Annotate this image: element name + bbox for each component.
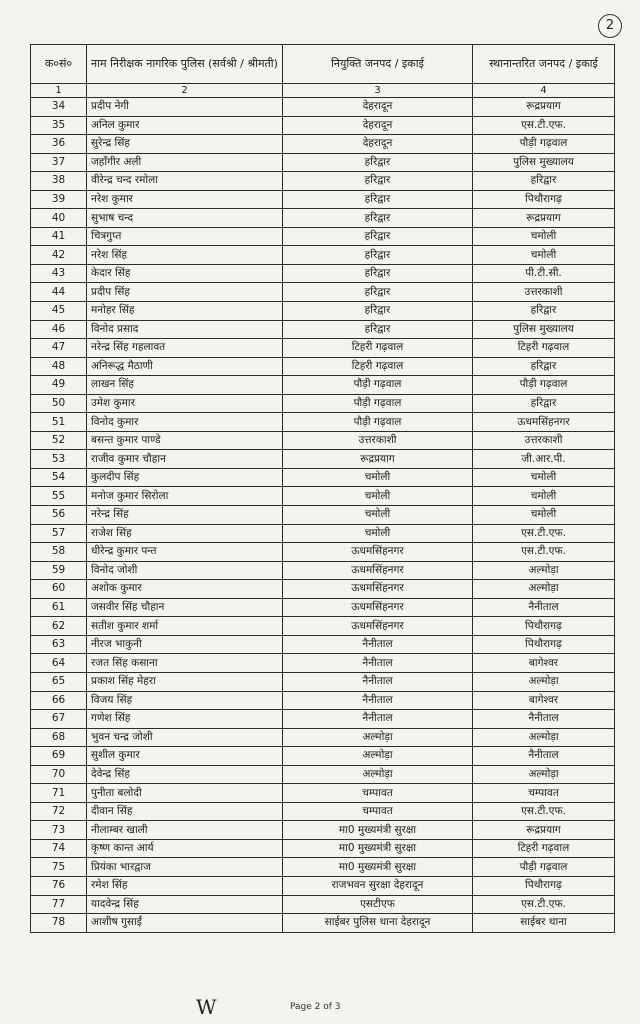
table-row xyxy=(31,561,615,580)
posting-cell: चमोली xyxy=(283,524,473,543)
transfer-cell: चमोली xyxy=(473,506,615,525)
posting-cell: हरिद्वार xyxy=(283,209,473,228)
serial-cell: 71 xyxy=(31,784,87,803)
posting-cell: नैनीताल xyxy=(283,691,473,710)
name-cell: दीवान सिंह xyxy=(87,802,283,821)
posting-cell: हरिद्वार xyxy=(283,246,473,265)
table-row xyxy=(31,339,615,358)
transfer-cell: चमोली xyxy=(473,227,615,246)
serial-cell: 48 xyxy=(31,357,87,376)
name-cell: मनोज कुमार सिरोला xyxy=(87,487,283,506)
table-row xyxy=(31,431,615,450)
name-cell: गणेश सिंह xyxy=(87,710,283,729)
transfer-cell: जी.आर.पी. xyxy=(473,450,615,469)
name-cell: केदार सिंह xyxy=(87,264,283,283)
table-row xyxy=(31,302,615,321)
table-row xyxy=(31,654,615,673)
posting-cell: मा0 मुख्यमंत्री सुरक्षा xyxy=(283,821,473,840)
posting-cell: टिहरी गढ़वाल xyxy=(283,357,473,376)
transfer-cell: ऊधमसिंहनगर xyxy=(473,413,615,432)
serial-cell: 43 xyxy=(31,264,87,283)
transfer-cell: चमोली xyxy=(473,246,615,265)
serial-cell: 77 xyxy=(31,895,87,914)
transfer-cell: पौड़ी गढ़वाल xyxy=(473,135,615,154)
table-row xyxy=(31,357,615,376)
transfer-cell: एस.टी.एफ. xyxy=(473,895,615,914)
posting-cell: चमोली xyxy=(283,468,473,487)
name-cell: जसवीर सिंह चौहान xyxy=(87,598,283,617)
posting-cell: नैनीताल xyxy=(283,654,473,673)
column-number: 2 xyxy=(87,84,283,98)
posting-cell: नैनीताल xyxy=(283,710,473,729)
name-cell: चित्रगुप्त xyxy=(87,227,283,246)
serial-cell: 59 xyxy=(31,561,87,580)
posting-cell: अल्मोड़ा xyxy=(283,747,473,766)
table-row xyxy=(31,246,615,265)
name-cell: जहाँगीर अली xyxy=(87,153,283,172)
name-cell: प्रकाश सिंह मेहरा xyxy=(87,672,283,691)
transfer-cell: पिथौरागढ़ xyxy=(473,617,615,636)
name-cell: बसन्त कुमार पाण्डे xyxy=(87,431,283,450)
transfer-cell: पौड़ी गढ़वाल xyxy=(473,858,615,877)
posting-cell: चमोली xyxy=(283,487,473,506)
name-cell: प्रदीप नेगी xyxy=(87,98,283,117)
serial-cell: 72 xyxy=(31,802,87,821)
name-cell: लाखन सिंह xyxy=(87,376,283,395)
transfer-cell: नैनीताल xyxy=(473,598,615,617)
transfer-cell: चमोली xyxy=(473,468,615,487)
table-row xyxy=(31,617,615,636)
serial-cell: 57 xyxy=(31,524,87,543)
transfer-cell: पौड़ी गढ़वाल xyxy=(473,376,615,395)
serial-cell: 53 xyxy=(31,450,87,469)
serial-cell: 66 xyxy=(31,691,87,710)
table-row xyxy=(31,413,615,432)
table-row xyxy=(31,506,615,525)
transfer-cell: अल्मोड़ा xyxy=(473,561,615,580)
table-row xyxy=(31,580,615,599)
table-row xyxy=(31,821,615,840)
posting-cell: उत्तरकाशी xyxy=(283,431,473,450)
transfer-cell: उत्तरकाशी xyxy=(473,283,615,302)
posting-cell: अल्मोड़ा xyxy=(283,765,473,784)
table-row xyxy=(31,468,615,487)
name-cell: सतीश कुमार शर्मा xyxy=(87,617,283,636)
serial-cell: 68 xyxy=(31,728,87,747)
header-row xyxy=(31,45,615,84)
table-row xyxy=(31,747,615,766)
serial-cell: 62 xyxy=(31,617,87,636)
serial-cell: 65 xyxy=(31,672,87,691)
name-cell: उमेश कुमार xyxy=(87,394,283,413)
posting-cell: नैनीताल xyxy=(283,672,473,691)
transfer-cell: एस.टी.एफ. xyxy=(473,802,615,821)
serial-cell: 46 xyxy=(31,320,87,339)
serial-cell: 58 xyxy=(31,543,87,562)
name-cell: राजेश सिंह xyxy=(87,524,283,543)
table-row xyxy=(31,543,615,562)
table-row xyxy=(31,784,615,803)
table-row xyxy=(31,172,615,191)
table-row xyxy=(31,598,615,617)
posting-cell: मा0 मुख्यमंत्री सुरक्षा xyxy=(283,858,473,877)
posting-cell: ऊधमसिंहनगर xyxy=(283,598,473,617)
transfer-cell: साईबर थाना xyxy=(473,914,615,933)
serial-cell: 50 xyxy=(31,394,87,413)
posting-cell: पौड़ी गढ़वाल xyxy=(283,376,473,395)
table-row xyxy=(31,320,615,339)
page-footer-label: Page 2 of 3 xyxy=(290,1002,341,1012)
name-cell: नीरज भाकुनी xyxy=(87,635,283,654)
transfer-cell: बागेश्वर xyxy=(473,691,615,710)
posting-cell: हरिद्वार xyxy=(283,320,473,339)
name-cell: भुवन चन्द्र जोशी xyxy=(87,728,283,747)
posting-cell: ऊधमसिंहनगर xyxy=(283,580,473,599)
posting-cell: ऊधमसिंहनगर xyxy=(283,617,473,636)
serial-cell: 47 xyxy=(31,339,87,358)
name-cell: विनोद जोशी xyxy=(87,561,283,580)
name-cell: राजीव कुमार चौहान xyxy=(87,450,283,469)
table-row xyxy=(31,672,615,691)
posting-cell: पौड़ी गढ़वाल xyxy=(283,413,473,432)
transfer-cell: पुलिस मुख्यालय xyxy=(473,320,615,339)
page-marker: 2 xyxy=(598,14,622,38)
posting-cell: हरिद्वार xyxy=(283,190,473,209)
serial-cell: 42 xyxy=(31,246,87,265)
serial-cell: 37 xyxy=(31,153,87,172)
posting-cell: ऊधमसिंहनगर xyxy=(283,561,473,580)
posting-cell: हरिद्वार xyxy=(283,283,473,302)
posting-cell: देहरादून xyxy=(283,135,473,154)
transfer-cell: पिथौरागढ़ xyxy=(473,190,615,209)
table-row xyxy=(31,376,615,395)
transfer-table xyxy=(30,44,615,933)
column-number: 4 xyxy=(473,84,615,98)
transfer-cell: अल्मोड़ा xyxy=(473,672,615,691)
name-cell: नरेश सिंह xyxy=(87,246,283,265)
name-cell: कुलदीप सिंह xyxy=(87,468,283,487)
name-cell: प्रियंका भारद्वाज xyxy=(87,858,283,877)
transfer-cell: अल्मोड़ा xyxy=(473,580,615,599)
table-row xyxy=(31,450,615,469)
table-row xyxy=(31,895,615,914)
transfer-cell: बागेश्वर xyxy=(473,654,615,673)
posting-cell: हरिद्वार xyxy=(283,302,473,321)
transfer-cell: एस.टी.एफ. xyxy=(473,116,615,135)
serial-cell: 49 xyxy=(31,376,87,395)
name-cell: नरेन्द्र सिंह xyxy=(87,506,283,525)
table-row xyxy=(31,691,615,710)
transfer-cell: उत्तरकाशी xyxy=(473,431,615,450)
serial-cell: 51 xyxy=(31,413,87,432)
serial-cell: 54 xyxy=(31,468,87,487)
table-row xyxy=(31,98,615,117)
serial-cell: 76 xyxy=(31,876,87,895)
table-row xyxy=(31,487,615,506)
name-cell: सुरेन्द्र सिंह xyxy=(87,135,283,154)
transfer-cell: रूद्रप्रयाग xyxy=(473,98,615,117)
serial-cell: 60 xyxy=(31,580,87,599)
name-cell: सुशील कुमार xyxy=(87,747,283,766)
posting-cell: हरिद्वार xyxy=(283,227,473,246)
column-number-row xyxy=(31,84,615,98)
transfer-cell: नैनीताल xyxy=(473,710,615,729)
serial-cell: 55 xyxy=(31,487,87,506)
signature: W xyxy=(196,995,217,1019)
serial-cell: 64 xyxy=(31,654,87,673)
table-row xyxy=(31,728,615,747)
table-row xyxy=(31,524,615,543)
transfer-cell: रूद्रप्रयाग xyxy=(473,821,615,840)
serial-cell: 41 xyxy=(31,227,87,246)
name-cell: अशोक कुमार xyxy=(87,580,283,599)
serial-cell: 52 xyxy=(31,431,87,450)
transfer-cell: अल्मोड़ा xyxy=(473,765,615,784)
serial-cell: 70 xyxy=(31,765,87,784)
name-cell: यादवेन्द्र सिंह xyxy=(87,895,283,914)
transfer-cell: एस.टी.एफ. xyxy=(473,524,615,543)
transfer-cell: टिहरी गढ़वाल xyxy=(473,839,615,858)
transfer-cell: पिथौरागढ़ xyxy=(473,635,615,654)
transfer-cell: अल्मोड़ा xyxy=(473,728,615,747)
table-row xyxy=(31,190,615,209)
serial-cell: 63 xyxy=(31,635,87,654)
name-cell: प्रदीप सिंह xyxy=(87,283,283,302)
header-posting: नियुक्ति जनपद / इकाई xyxy=(283,45,473,84)
table-row xyxy=(31,858,615,877)
transfer-cell: चमोली xyxy=(473,487,615,506)
name-cell: अनिरूद्ध मैठाणी xyxy=(87,357,283,376)
table-row xyxy=(31,876,615,895)
serial-cell: 39 xyxy=(31,190,87,209)
serial-cell: 40 xyxy=(31,209,87,228)
name-cell: विनोद प्रसाद xyxy=(87,320,283,339)
table-row xyxy=(31,153,615,172)
table-row xyxy=(31,765,615,784)
posting-cell: देहरादून xyxy=(283,116,473,135)
posting-cell: साईबर पुलिस थाना देहरादून xyxy=(283,914,473,933)
table-row xyxy=(31,283,615,302)
posting-cell: हरिद्वार xyxy=(283,172,473,191)
table-row xyxy=(31,839,615,858)
posting-cell: अल्मोड़ा xyxy=(283,728,473,747)
name-cell: आशीष गुसाईं xyxy=(87,914,283,933)
table-row xyxy=(31,264,615,283)
transfer-cell: हरिद्वार xyxy=(473,357,615,376)
table-row xyxy=(31,116,615,135)
name-cell: विनोद कुमार xyxy=(87,413,283,432)
transfer-cell: चम्पावत xyxy=(473,784,615,803)
header-transfer: स्थानान्तरित जनपद / इकाई xyxy=(473,45,615,84)
name-cell: सुभाष चन्द xyxy=(87,209,283,228)
posting-cell: चमोली xyxy=(283,506,473,525)
column-number: 3 xyxy=(283,84,473,98)
header-serial: क०सं० xyxy=(31,45,87,84)
name-cell: मनोहर सिंह xyxy=(87,302,283,321)
transfer-cell: टिहरी गढ़वाल xyxy=(473,339,615,358)
posting-cell: नैनीताल xyxy=(283,635,473,654)
serial-cell: 78 xyxy=(31,914,87,933)
serial-cell: 34 xyxy=(31,98,87,117)
table-row xyxy=(31,394,615,413)
name-cell: अनिल कुमार xyxy=(87,116,283,135)
transfer-cell: रूद्रप्रयाग xyxy=(473,209,615,228)
serial-cell: 74 xyxy=(31,839,87,858)
name-cell: वीरेन्द्र चन्द रमोला xyxy=(87,172,283,191)
serial-cell: 45 xyxy=(31,302,87,321)
table-row xyxy=(31,635,615,654)
table-row xyxy=(31,802,615,821)
posting-cell: ऊधमसिंहनगर xyxy=(283,543,473,562)
transfer-cell: हरिद्वार xyxy=(473,172,615,191)
name-cell: पुनीता बलोदी xyxy=(87,784,283,803)
table-row xyxy=(31,710,615,729)
serial-cell: 44 xyxy=(31,283,87,302)
transfer-cell: एस.टी.एफ. xyxy=(473,543,615,562)
name-cell: विजय सिंह xyxy=(87,691,283,710)
table-row xyxy=(31,227,615,246)
transfer-cell: पुलिस मुख्यालय xyxy=(473,153,615,172)
posting-cell: मा0 मुख्यमंत्री सुरक्षा xyxy=(283,839,473,858)
transfer-cell: हरिद्वार xyxy=(473,394,615,413)
posting-cell: हरिद्वार xyxy=(283,264,473,283)
serial-cell: 56 xyxy=(31,506,87,525)
posting-cell: देहरादून xyxy=(283,98,473,117)
posting-cell: पौड़ी गढ़वाल xyxy=(283,394,473,413)
transfer-cell: पिथौरागढ़ xyxy=(473,876,615,895)
name-cell: नरेन्द्र सिंह गहलावत xyxy=(87,339,283,358)
transfer-cell: नैनीताल xyxy=(473,747,615,766)
serial-cell: 67 xyxy=(31,710,87,729)
posting-cell: चम्पावत xyxy=(283,784,473,803)
transfer-cell: हरिद्वार xyxy=(473,302,615,321)
serial-cell: 38 xyxy=(31,172,87,191)
serial-cell: 75 xyxy=(31,858,87,877)
posting-cell: राजभवन सुरक्षा देहरादून xyxy=(283,876,473,895)
name-cell: देवेन्द्र सिंह xyxy=(87,765,283,784)
posting-cell: एसटीएफ xyxy=(283,895,473,914)
serial-cell: 61 xyxy=(31,598,87,617)
transfer-cell: पी.टी.सी. xyxy=(473,264,615,283)
posting-cell: चम्पावत xyxy=(283,802,473,821)
table-row xyxy=(31,209,615,228)
serial-cell: 73 xyxy=(31,821,87,840)
name-cell: रमेश सिंह xyxy=(87,876,283,895)
name-cell: नीलाम्बर खाली xyxy=(87,821,283,840)
column-number: 1 xyxy=(31,84,87,98)
serial-cell: 69 xyxy=(31,747,87,766)
name-cell: धीरेन्द्र कुमार पन्त xyxy=(87,543,283,562)
posting-cell: टिहरी गढ़वाल xyxy=(283,339,473,358)
name-cell: रजत सिंह कसाना xyxy=(87,654,283,673)
name-cell: नरेश कुमार xyxy=(87,190,283,209)
posting-cell: रूद्रप्रयाग xyxy=(283,450,473,469)
table-row xyxy=(31,135,615,154)
posting-cell: हरिद्वार xyxy=(283,153,473,172)
header-name: नाम निरीक्षक नागरिक पुलिस (सर्वश्री / श्रीमती) xyxy=(87,45,283,84)
serial-cell: 36 xyxy=(31,135,87,154)
table-row xyxy=(31,914,615,933)
name-cell: कृष्ण कान्त आर्य xyxy=(87,839,283,858)
serial-cell: 35 xyxy=(31,116,87,135)
